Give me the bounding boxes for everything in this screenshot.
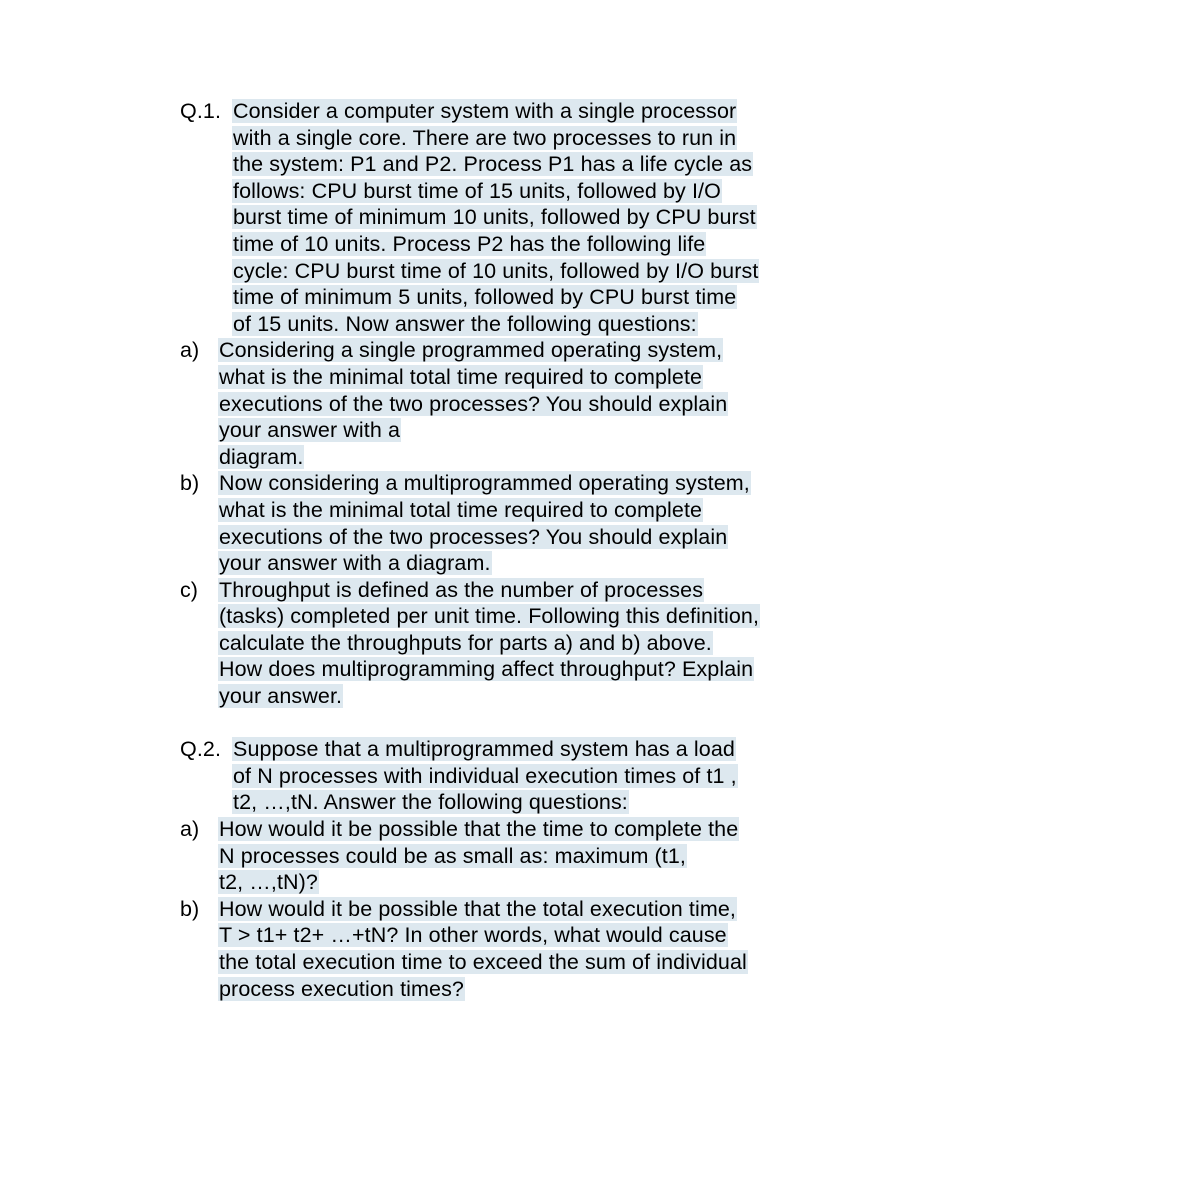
- text-line: [232, 736, 1040, 763]
- text-line: [218, 337, 1040, 364]
- list-marker: b): [180, 896, 200, 921]
- highlight-run: Throughput is defined as the number of processes: [219, 577, 704, 602]
- highlight-run: follows: CPU burst time of 15 units, followed by I/O: [233, 178, 721, 203]
- highlight-run: of N processes with individual execution times of t1 ,: [233, 763, 737, 788]
- text-lines: [218, 896, 1040, 1002]
- text-line: [232, 98, 1040, 125]
- highlight-run: executions of the two processes? You should explain: [219, 391, 728, 416]
- highlight-run: t2, …,tN. Answer the following questions:: [233, 790, 628, 815]
- question-marker: Q.1.: [180, 99, 222, 123]
- text-line: [232, 763, 1040, 790]
- text-line: [218, 683, 1040, 710]
- question-block[interactable]: [180, 736, 1040, 816]
- highlight-run: Consider a computer system with a single processor: [233, 99, 737, 123]
- text-lines: [218, 337, 1040, 470]
- text-line: [218, 949, 1040, 976]
- text-line: [218, 364, 1040, 391]
- highlight-run: calculate the throughputs for parts a) and b) above.: [219, 630, 712, 655]
- text-line: [218, 470, 1040, 497]
- highlight-run: time of 10 units. Process P2 has the following life: [233, 231, 706, 256]
- text-lines: [218, 816, 1040, 896]
- highlight-run: burst time of minimum 10 units, followed by CPU burst: [233, 205, 756, 230]
- highlight-run: what is the minimal total time required to complete: [219, 497, 703, 522]
- text-line: [218, 816, 1040, 843]
- text-line: [232, 284, 1040, 311]
- text-lines: [232, 736, 1040, 816]
- text-line: [232, 204, 1040, 231]
- highlight-run: your answer with a: [219, 418, 401, 443]
- text-line: [232, 311, 1040, 338]
- text-line: [218, 577, 1040, 604]
- list-item[interactable]: [180, 337, 1040, 470]
- list-marker: a): [180, 338, 200, 363]
- text-line: [218, 656, 1040, 683]
- list-item[interactable]: [180, 816, 1040, 896]
- text-lines: [218, 577, 1040, 710]
- highlight-run: Suppose that a multiprogrammed system has a load: [233, 737, 735, 762]
- highlight-run: N processes could be as small as: maximum (t1,: [219, 843, 687, 868]
- text-line: [232, 125, 1040, 152]
- highlight-run: (tasks) completed per unit time. Following this definition,: [219, 604, 760, 629]
- text-line: [218, 630, 1040, 657]
- highlight-run: How would it be possible that the total execution time,: [219, 896, 737, 921]
- text-line: [232, 258, 1040, 285]
- text-line: [218, 869, 1040, 896]
- document-text-body[interactable]: [180, 98, 1040, 1002]
- highlight-run: t2, …,tN)?: [219, 870, 318, 895]
- highlight-run: the total execution time to exceed the sum of individual: [219, 950, 747, 974]
- highlight-run: Now considering a multiprogrammed operating system,: [219, 471, 750, 496]
- text-line: [218, 603, 1040, 630]
- highlight-run: of 15 units. Now answer the following questions:: [233, 311, 697, 336]
- text-line: [218, 896, 1040, 923]
- text-lines: [218, 470, 1040, 576]
- text-line: [218, 524, 1040, 551]
- list-item[interactable]: [180, 577, 1040, 710]
- highlight-run: How would it be possible that the time to complete the: [219, 817, 739, 842]
- highlight-run: Considering a single programmed operating system,: [219, 338, 723, 363]
- list-item[interactable]: [180, 470, 1040, 576]
- text-line: [218, 976, 1040, 1003]
- highlight-run: executions of the two processes? You should explain: [219, 524, 728, 549]
- text-line: [232, 231, 1040, 258]
- text-line: [218, 497, 1040, 524]
- highlight-run: the system: P1 and P2. Process P1 has a life cycle as: [233, 152, 753, 177]
- highlight-run: your answer.: [219, 684, 343, 709]
- text-line: [218, 391, 1040, 418]
- highlight-run: How does multiprogramming affect throughput? Explain: [219, 657, 754, 682]
- text-line: [232, 151, 1040, 178]
- text-lines: [232, 98, 1040, 337]
- highlight-run: time of minimum 5 units, followed by CPU burst time: [233, 285, 737, 310]
- highlight-run: your answer with a diagram.: [219, 551, 491, 576]
- text-line: [232, 178, 1040, 205]
- text-line: [218, 417, 1040, 444]
- list-marker: a): [180, 817, 200, 842]
- highlight-run: with a single core. There are two processes to run in: [233, 125, 737, 150]
- text-line: [218, 922, 1040, 949]
- text-line: [218, 550, 1040, 577]
- text-line: [232, 789, 1040, 816]
- question-block[interactable]: [180, 98, 1040, 337]
- list-item[interactable]: [180, 896, 1040, 1002]
- highlight-run: what is the minimal total time required to complete: [219, 364, 703, 389]
- text-line: [218, 444, 1040, 471]
- text-line: [218, 843, 1040, 870]
- highlight-run: T > t1+ t2+ …+tN? In other words, what would cause: [219, 923, 727, 948]
- highlight-run: cycle: CPU burst time of 10 units, followed by I/O burst: [233, 258, 759, 283]
- question-marker: Q.2.: [180, 737, 222, 762]
- list-marker: b): [180, 471, 200, 496]
- highlight-run: diagram.: [219, 444, 304, 469]
- paragraph-spacer: [180, 710, 1040, 737]
- list-marker: c): [180, 577, 198, 602]
- highlight-run: process execution times?: [219, 976, 464, 1001]
